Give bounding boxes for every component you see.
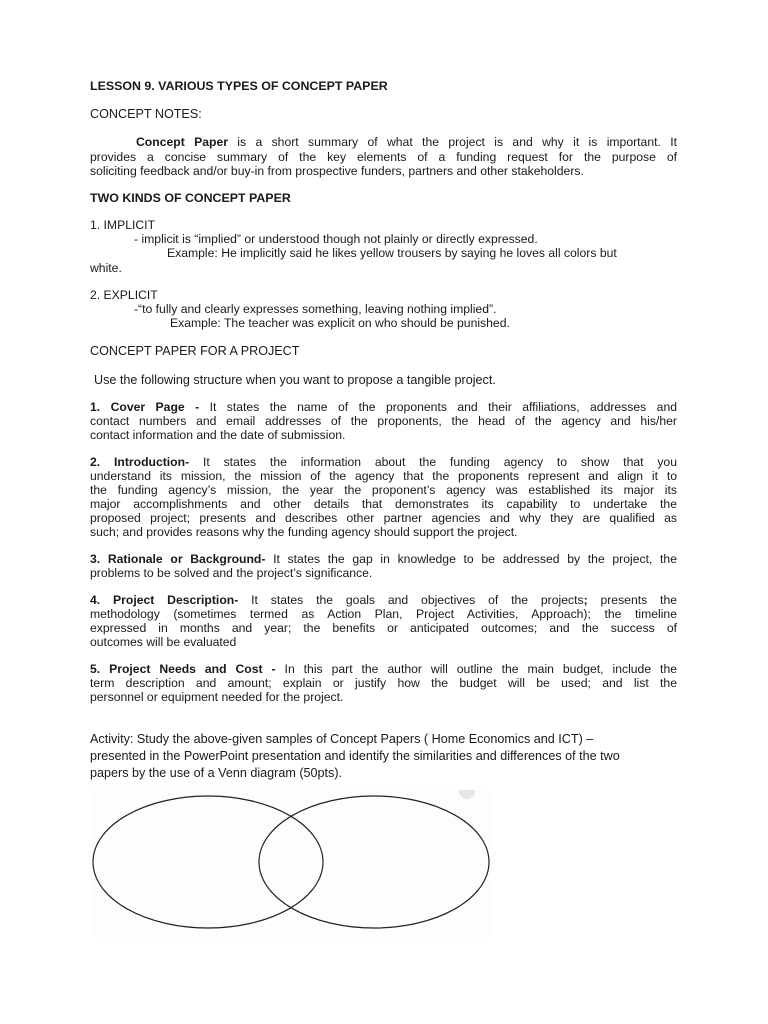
introduction-text-1: It states the information about the funding agency to show that you xyxy=(189,455,677,469)
activity-line-3: papers by the use of a Venn diagram (50pts). xyxy=(90,766,343,780)
two-kinds-heading: TWO KINDS OF CONCEPT PAPER xyxy=(90,191,291,205)
cover-page-line-3: contact information and the date of submission. xyxy=(90,428,346,442)
explicit-example: Example: The teacher was explicit on who should be punished. xyxy=(170,316,510,330)
description-line-1 xyxy=(90,593,677,607)
corner-mark xyxy=(459,790,475,799)
venn-left-circle xyxy=(93,796,323,928)
implicit-label: 1. IMPLICIT xyxy=(90,218,156,232)
cover-page-line-1 xyxy=(90,400,677,414)
description-line-2: methodology (sometimes termed as Action Plan, Project Activities, Approach); the timeline xyxy=(90,607,677,621)
activity-line-1: Activity: Study the above-given samples of Concept Papers ( Home Economics and ICT) – xyxy=(90,732,594,746)
implicit-example-line-1: Example: He implicitly said he likes yellow trousers by saying he loves all colors but xyxy=(167,246,617,260)
structure-intro: Use the following structure when you want to propose a tangible project. xyxy=(94,373,496,387)
cover-page-text-1: It states the name of the proponents and their affiliations, addresses and xyxy=(199,400,677,414)
venn-right-circle xyxy=(259,796,489,928)
definition-line-1 xyxy=(136,135,677,149)
introduction-line-4: major accomplishments and other details that demonstrates its capability to undertake the xyxy=(90,497,677,511)
venn-diagram xyxy=(91,790,491,937)
implicit-definition: - implicit is “implied” or understood though not plainly or directly expressed. xyxy=(134,232,538,246)
introduction-line-3: the funding agency’s mission, the year the proponent’s agency was established its major its xyxy=(90,483,677,497)
explicit-definition: -“to fully and clearly expresses something, leaving nothing implied”. xyxy=(134,302,497,316)
project-heading: CONCEPT PAPER FOR A PROJECT xyxy=(90,344,300,358)
rationale-line-2: problems to be solved and the project’s significance. xyxy=(90,566,373,580)
cover-page-title: 1. Cover Page - xyxy=(90,400,200,414)
description-line-3: expressed in months and year; the benefits or anticipated outcomes; and the success of xyxy=(90,621,677,635)
introduction-line-1 xyxy=(90,455,677,469)
needs-line-1 xyxy=(90,662,677,676)
needs-title: 5. Project Needs and Cost - xyxy=(90,662,276,676)
rationale-text-1: It states the gap in knowledge to be addressed by the project, the xyxy=(265,552,677,566)
definition-line-1-text: is a short summary of what the project is and why it is important. It xyxy=(227,135,677,149)
definition-line-2: provides a concise summary of the key elements of a funding request for the purpose of xyxy=(90,150,677,164)
description-semicolon: ; xyxy=(583,593,588,607)
definition-line-3: soliciting feedback and/or buy-in from prospective funders, partners and other stakeholders. xyxy=(90,164,584,178)
introduction-line-6: such; and provides reasons why the funding agency should support the project. xyxy=(90,525,518,539)
lesson-title: LESSON 9. VARIOUS TYPES OF CONCEPT PAPER xyxy=(90,79,388,93)
needs-text-1: In this part the author will outline the main budget, include the xyxy=(275,662,678,676)
explicit-label: 2. EXPLICIT xyxy=(90,288,158,302)
definition-term: Concept Paper xyxy=(136,135,228,149)
needs-line-3: personnel or equipment needed for the project. xyxy=(90,690,344,704)
description-text-1b: presents the xyxy=(587,593,677,607)
description-text-1a: It states the goals and objectives of the projects xyxy=(238,593,584,607)
introduction-line-2: understand its mission, the mission of the agency that the proponents represent and align it to xyxy=(90,469,677,483)
rationale-line-1 xyxy=(90,552,677,566)
needs-line-2: term description and amount; explain or justify how the budget will be used; and list the xyxy=(90,676,677,690)
description-title: 4. Project Description- xyxy=(90,593,239,607)
rationale-title: 3. Rationale or Background- xyxy=(90,552,266,566)
description-line-4: outcomes will be evaluated xyxy=(90,635,237,649)
cover-page-line-2: contact numbers and email addresses of the proponents, the head of the agency and his/her xyxy=(90,414,677,428)
activity-line-2: presented in the PowerPoint presentation and identify the similarities and differences of the two xyxy=(90,749,620,763)
introduction-line-5: proposed project; presents and describes other partner agencies and why they are qualified as xyxy=(90,511,677,525)
introduction-title: 2. Introduction- xyxy=(90,455,190,469)
implicit-example-line-2: white. xyxy=(90,261,122,275)
concept-notes-label: CONCEPT NOTES: xyxy=(90,107,202,121)
